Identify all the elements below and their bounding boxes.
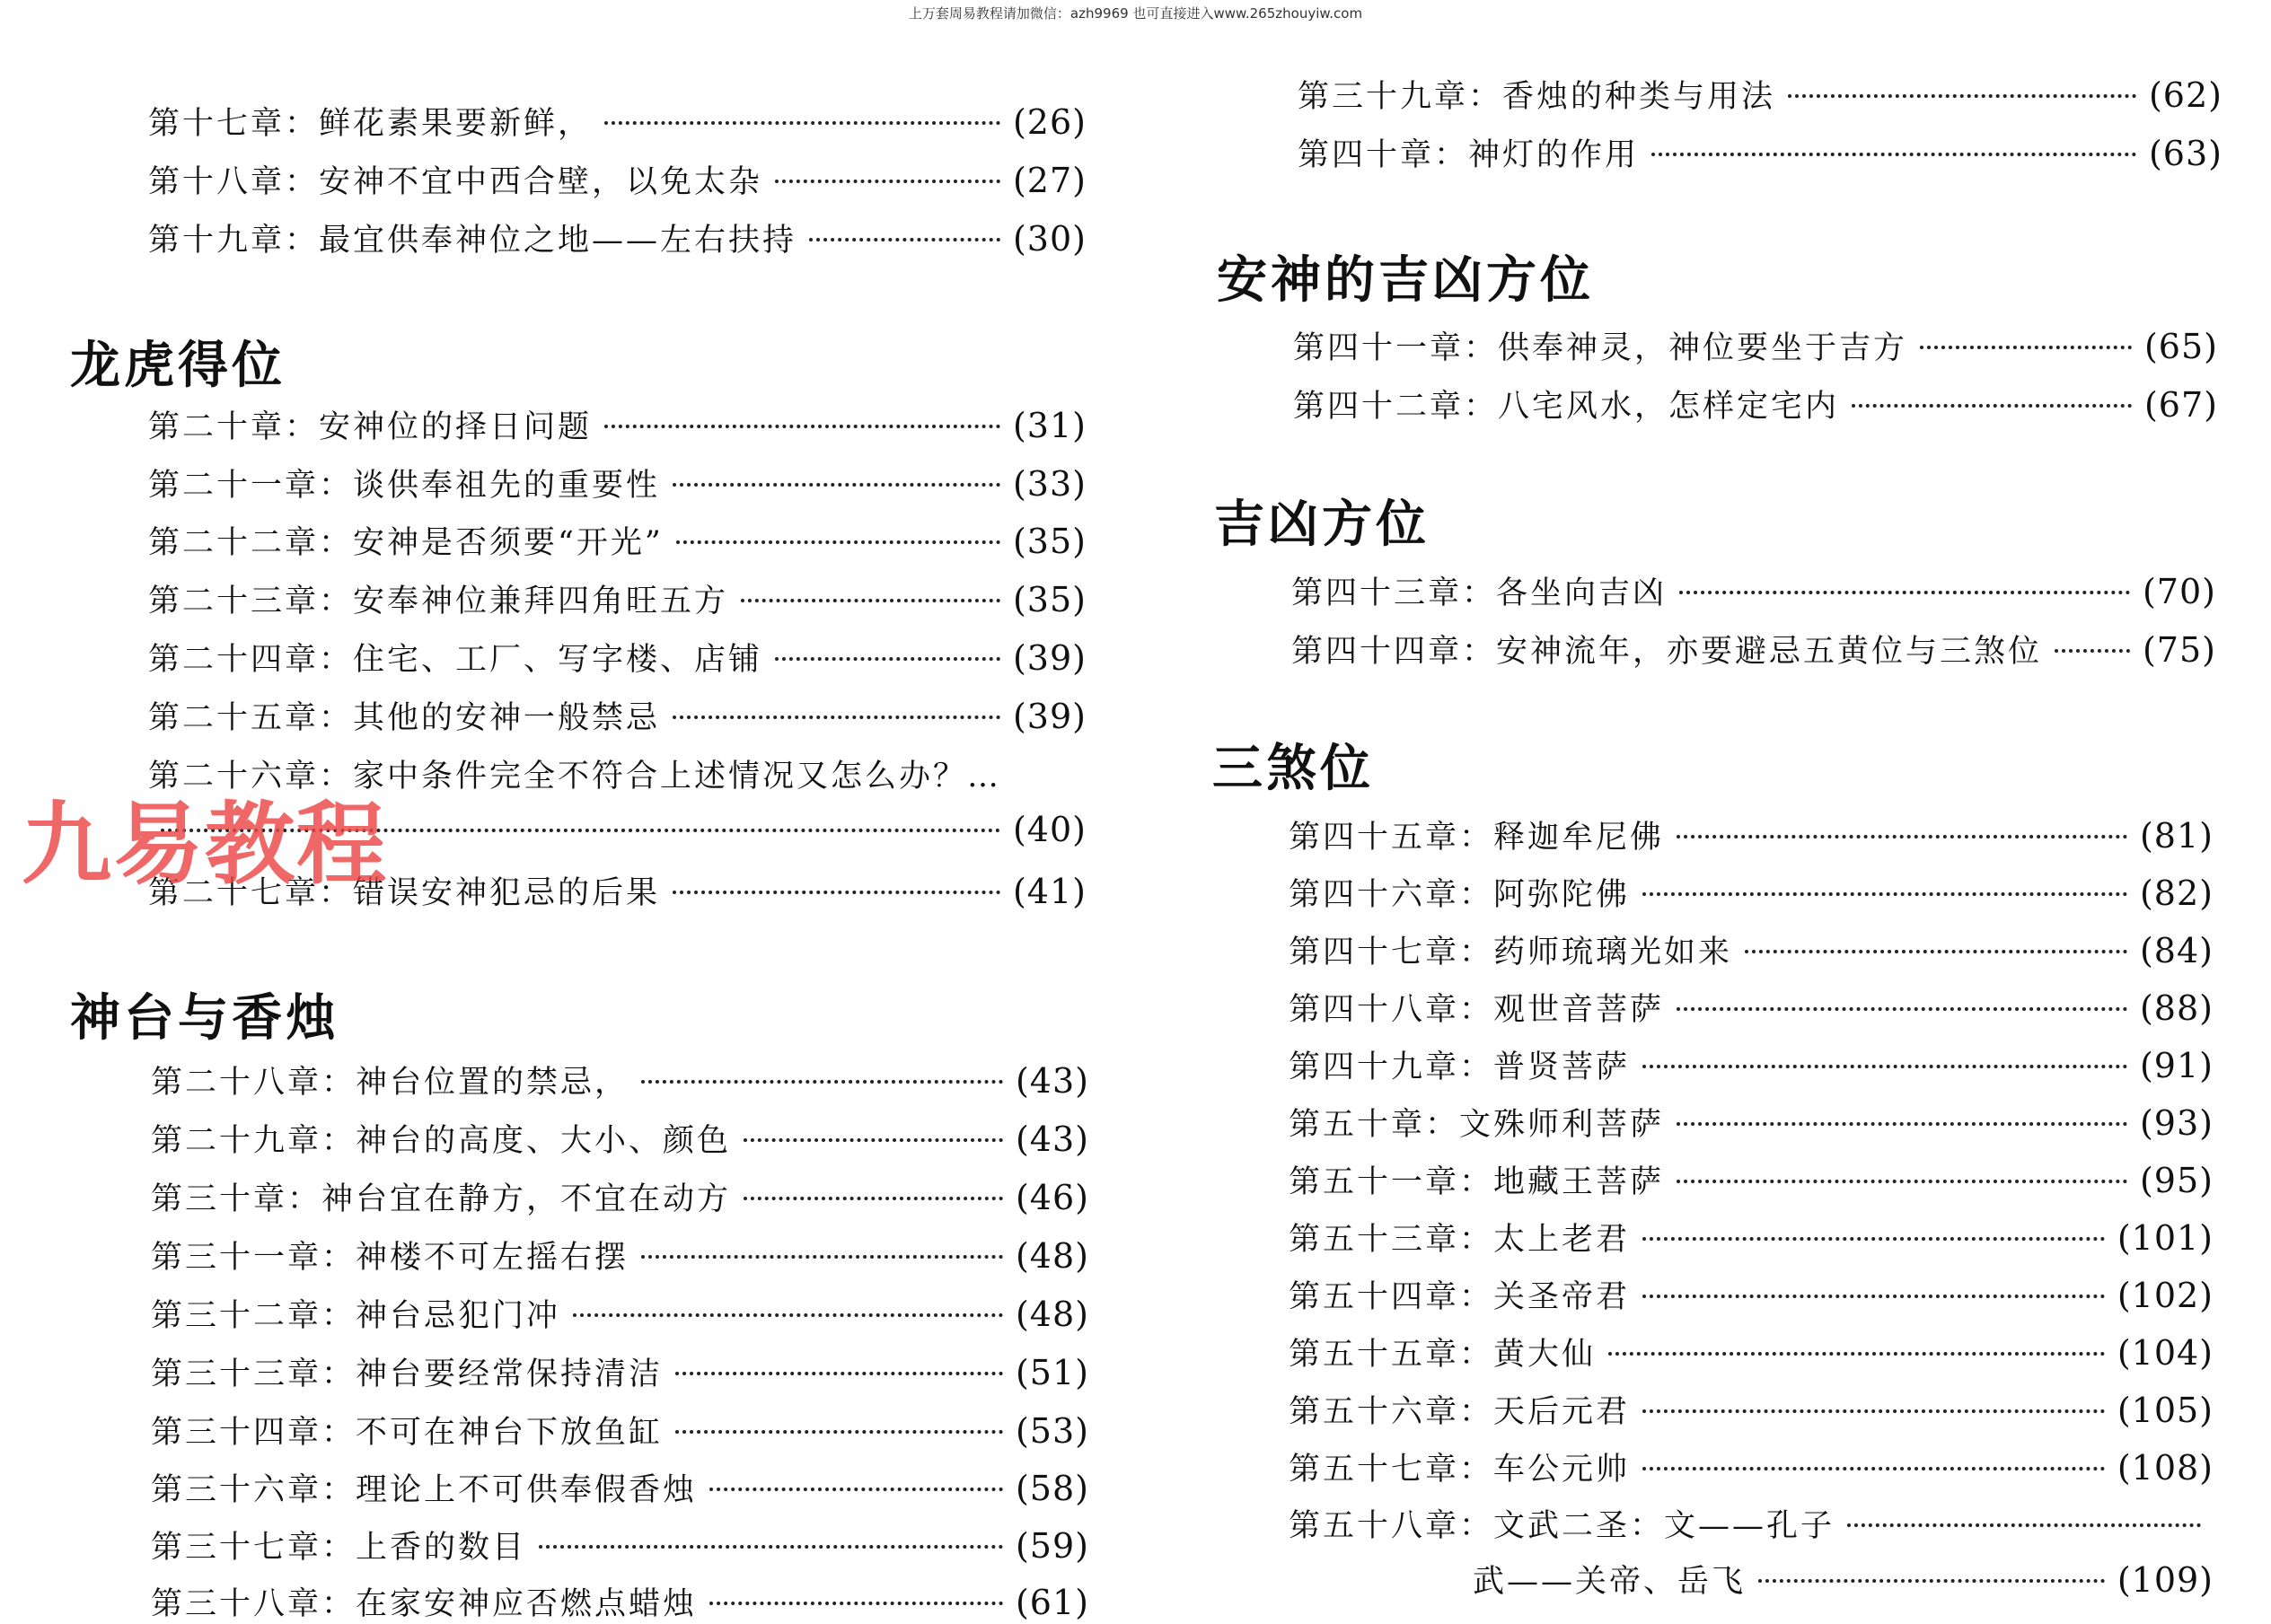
toc-entry[interactable] — [151, 1116, 1089, 1161]
entry-page: (91) — [2139, 1046, 2214, 1085]
entry-title: 第四十七章：药师琉璃光如来 — [1289, 935, 1733, 970]
toc-entry[interactable] — [1293, 323, 2218, 368]
page-header: 上万套周易教程请加微信：azh9969 也可直接进入www.265zhouyiw.com — [908, 5, 1363, 22]
entry-page: (51) — [1015, 1353, 1089, 1392]
dot-leader — [539, 1545, 1003, 1549]
toc-entry[interactable] — [151, 1233, 1089, 1277]
entry-title: 第四十八章：观世音菩萨 — [1289, 992, 1665, 1028]
entry-title: 第三十四章：不可在神台下放鱼缸 — [151, 1415, 664, 1451]
toc-entry[interactable] — [151, 1349, 1089, 1394]
dot-leader — [1758, 1579, 2105, 1583]
entry-title: 第二十二章：安神是否须要“开光” — [148, 525, 664, 561]
entry-page: (31) — [1012, 406, 1087, 445]
toc-entry[interactable] — [1289, 812, 2214, 857]
entry-page: (46) — [1015, 1178, 1089, 1217]
toc-entry[interactable] — [148, 518, 1087, 563]
entry-page: (53) — [1015, 1411, 1089, 1451]
toc-entry[interactable] — [1291, 627, 2216, 672]
entry-title: 第二十章：安神位的择日问题 — [148, 409, 593, 445]
section-heading: 龙虎得位 — [70, 337, 286, 395]
entry-title: 第二十五章：其他的安神一般禁忌 — [148, 700, 661, 736]
dot-leader — [1920, 346, 2132, 349]
dot-leader — [1677, 1122, 2127, 1126]
toc-entry[interactable] — [151, 1174, 1089, 1219]
entry-page: (95) — [2139, 1161, 2214, 1200]
entry-page: (26) — [1012, 102, 1087, 142]
entry-page: (48) — [1015, 1295, 1089, 1334]
dot-leader — [1642, 1295, 2105, 1298]
entry-title: 第五十四章：关圣帝君 — [1289, 1279, 1631, 1315]
entry-page: (65) — [2143, 327, 2218, 366]
toc-entry[interactable] — [1289, 1387, 2214, 1432]
entry-title: 第四十九章：普贤菩萨 — [1289, 1049, 1631, 1085]
dot-leader — [675, 1372, 1003, 1375]
entry-title: 第三十八章：在家安神应否燃点蜡烛 — [151, 1586, 698, 1622]
entry-page: (88) — [2139, 988, 2214, 1028]
toc-entry[interactable] — [1289, 1330, 2214, 1374]
toc-entry[interactable] — [1289, 927, 2214, 972]
entry-title: 第四十二章：八宅风水，怎样定宅内 — [1293, 389, 1840, 425]
entry-page: (35) — [1012, 522, 1087, 561]
entry-title: 第四十五章：释迦牟尼佛 — [1289, 820, 1665, 856]
dot-leader — [709, 1488, 1003, 1491]
entry-page: (82) — [2139, 873, 2214, 913]
toc-entry[interactable] — [1289, 870, 2214, 915]
toc-entry[interactable] — [148, 215, 1087, 260]
entry-title: 第二十九章：神台的高度、大小、颜色 — [151, 1123, 732, 1159]
entry-title: 第五十五章：黄大仙 — [1289, 1337, 1597, 1373]
dot-leader — [775, 180, 1000, 183]
dot-leader — [604, 425, 1000, 428]
toc-entry[interactable] — [1289, 1042, 2214, 1087]
entry-page: (48) — [1015, 1236, 1089, 1276]
entry-title: 第五十三章：太上老君 — [1289, 1222, 1631, 1258]
dot-leader — [1677, 1007, 2127, 1011]
dot-leader — [775, 657, 1000, 661]
entry-title: 第二十七章：错误安神犯忌的后果 — [148, 875, 661, 911]
toc-entry[interactable] — [148, 693, 1087, 738]
entry-page: (41) — [1012, 872, 1087, 911]
dot-leader — [1642, 1409, 2105, 1413]
toc-entry[interactable] — [1289, 1272, 2214, 1317]
entry-page: (30) — [1012, 219, 1087, 259]
dot-leader — [1651, 153, 2136, 156]
entry-title: 第二十四章：住宅、工厂、写字楼、店铺 — [148, 642, 763, 678]
entry-page: (39) — [1012, 697, 1087, 736]
toc-entry[interactable] — [151, 1058, 1089, 1102]
dot-leader — [675, 1430, 1003, 1434]
entry-title: 第五十六章：天后元君 — [1289, 1394, 1631, 1430]
entry-page: (33) — [1012, 464, 1087, 504]
entry-page: (108) — [2117, 1448, 2214, 1488]
toc-entry[interactable] — [1289, 1215, 2214, 1260]
entry-page: (35) — [1012, 580, 1087, 619]
entry-title: 第四十四章：安神流年，亦要避忌五黄位与三煞位 — [1291, 634, 2043, 670]
entry-title: 第三十九章：香烛的种类与用法 — [1298, 79, 1776, 115]
entry-title: 第三十七章：上香的数目 — [151, 1530, 527, 1566]
dot-leader — [741, 599, 1000, 602]
entry-page: (105) — [2117, 1391, 2214, 1430]
dot-leader — [1642, 1065, 2127, 1068]
toc-entry[interactable] — [1298, 72, 2223, 117]
entry-page: (70) — [2142, 572, 2216, 611]
toc-entry[interactable] — [151, 1465, 1089, 1510]
entry-title: 第十七章：鲜花素果要新鲜， — [148, 106, 593, 142]
entry-title: 第五十章：文殊师利菩萨 — [1289, 1107, 1665, 1143]
section-heading: 吉凶方位 — [1214, 496, 1430, 554]
toc-entry[interactable] — [1291, 568, 2216, 613]
toc-entry[interactable] — [148, 99, 1087, 144]
toc-entry[interactable] — [151, 1408, 1089, 1453]
dot-leader — [573, 1313, 1003, 1317]
dot-leader — [709, 1602, 1003, 1605]
entry-title: 第二十一章：谈供奉祖先的重要性 — [148, 468, 661, 504]
entry-page: (43) — [1015, 1061, 1089, 1101]
dot-leader — [1847, 1523, 2201, 1527]
toc-entry[interactable] — [151, 1523, 1089, 1567]
toc-entry[interactable] — [148, 402, 1087, 447]
toc-entry[interactable] — [1293, 382, 2218, 426]
dot-leader — [1677, 1180, 2127, 1183]
entry-title: 第五十七章：车公元帅 — [1289, 1452, 1631, 1488]
toc-entry[interactable] — [1289, 1157, 2214, 1202]
entry-title: 第五十一章：地藏王菩萨 — [1289, 1164, 1665, 1200]
dot-leader — [641, 1255, 1003, 1259]
entry-page: (61) — [1015, 1583, 1089, 1622]
toc-entry[interactable] — [148, 461, 1087, 505]
entry-title: 第三十二章：神台忌犯门冲 — [151, 1298, 561, 1334]
entry-page: (27) — [1012, 161, 1087, 200]
entry-title: 第四十六章：阿弥陀佛 — [1289, 877, 1631, 913]
toc-entry[interactable] — [1289, 1100, 2214, 1145]
dot-leader — [1679, 591, 2130, 594]
dot-leader — [673, 483, 1000, 487]
entry-title: 第十八章：安神不宜中西合壁，以免太杂 — [148, 164, 763, 200]
entry-page: (43) — [1015, 1119, 1089, 1159]
section-heading: 安神的吉凶方位 — [1217, 251, 1594, 310]
entry-title: 第三十章：神台宜在静方，不宜在动方 — [151, 1181, 732, 1217]
section-heading: 三煞位 — [1212, 740, 1374, 798]
toc-entry[interactable] — [1289, 1501, 2214, 1546]
entry-page: (102) — [2117, 1276, 2214, 1315]
entry-title: 第十九章：最宜供奉神位之地——左右扶持 — [148, 223, 797, 259]
entry-title: 第四十章：神灯的作用 — [1298, 137, 1640, 173]
dot-leader — [1608, 1352, 2105, 1356]
entry-page: (101) — [2117, 1218, 2214, 1258]
dot-leader — [1642, 1467, 2105, 1470]
dot-leader — [744, 1138, 1003, 1142]
entry-title: 第二十八章：神台位置的禁忌， — [151, 1065, 629, 1101]
dot-leader — [604, 121, 1000, 125]
entry-page: (59) — [1015, 1526, 1089, 1566]
entry-page: (81) — [2139, 816, 2214, 856]
entry-page: (58) — [1015, 1469, 1089, 1508]
toc-entry[interactable] — [148, 635, 1087, 680]
dot-leader — [673, 891, 1000, 894]
entry-page: (39) — [1012, 638, 1087, 678]
entry-page: (109) — [2117, 1560, 2214, 1600]
dot-leader — [673, 715, 1000, 719]
entry-page: (104) — [2117, 1333, 2214, 1373]
entry-page: (63) — [2148, 134, 2223, 173]
entry-page: (62) — [2148, 75, 2223, 115]
toc-entry[interactable] — [1289, 985, 2214, 1030]
dot-leader — [1852, 404, 2132, 408]
dot-leader — [809, 238, 1000, 241]
entry-title: 武——关帝、岳飞 — [1473, 1564, 1747, 1600]
dot-leader — [641, 1080, 1003, 1084]
watermark: 九易教程 — [22, 792, 388, 897]
entry-title: 第二十三章：安奉神位兼拜四角旺五方 — [148, 584, 729, 619]
toc-entry[interactable] — [1289, 1444, 2214, 1489]
entry-title: 第三十六章：理论上不可供奉假香烛 — [151, 1472, 698, 1508]
dot-leader — [744, 1197, 1003, 1200]
entry-page: (40) — [1012, 810, 1087, 849]
entry-page: (75) — [2142, 630, 2216, 670]
toc-entry[interactable] — [151, 1291, 1089, 1336]
entry-title: 第三十一章：神楼不可左摇右摆 — [151, 1240, 629, 1276]
toc-entry-continuation[interactable] — [1473, 1557, 2214, 1602]
toc-entry[interactable] — [1298, 130, 2223, 175]
toc-entry[interactable] — [148, 157, 1087, 202]
entry-page: (67) — [2143, 385, 2218, 425]
dot-leader — [1677, 835, 2127, 838]
section-heading: 神台与香烛 — [70, 989, 339, 1048]
entry-title: 第五十八章：文武二圣：文——孔子 — [1289, 1508, 1835, 1544]
dot-leader — [1642, 1237, 2105, 1241]
dot-leader — [2055, 649, 2130, 653]
dot-leader — [1788, 94, 2136, 98]
entry-title: 第四十三章：各坐向吉凶 — [1291, 575, 1668, 611]
dot-leader — [1642, 892, 2127, 896]
dot-leader — [1745, 950, 2127, 953]
entry-page: (93) — [2139, 1103, 2214, 1143]
toc-entry[interactable] — [148, 576, 1087, 621]
dot-leader — [676, 540, 1000, 544]
entry-title: 第四十一章：供奉神灵，神位要坐于吉方 — [1293, 330, 1908, 366]
toc-entry[interactable] — [151, 1579, 1089, 1624]
toc-entry-title-long[interactable]: 第二十六章：家中条件完全不符合上述情况又怎么办？… — [148, 759, 1002, 794]
entry-title: 第三十三章：神台要经常保持清洁 — [151, 1356, 664, 1392]
entry-page: (84) — [2139, 931, 2214, 970]
